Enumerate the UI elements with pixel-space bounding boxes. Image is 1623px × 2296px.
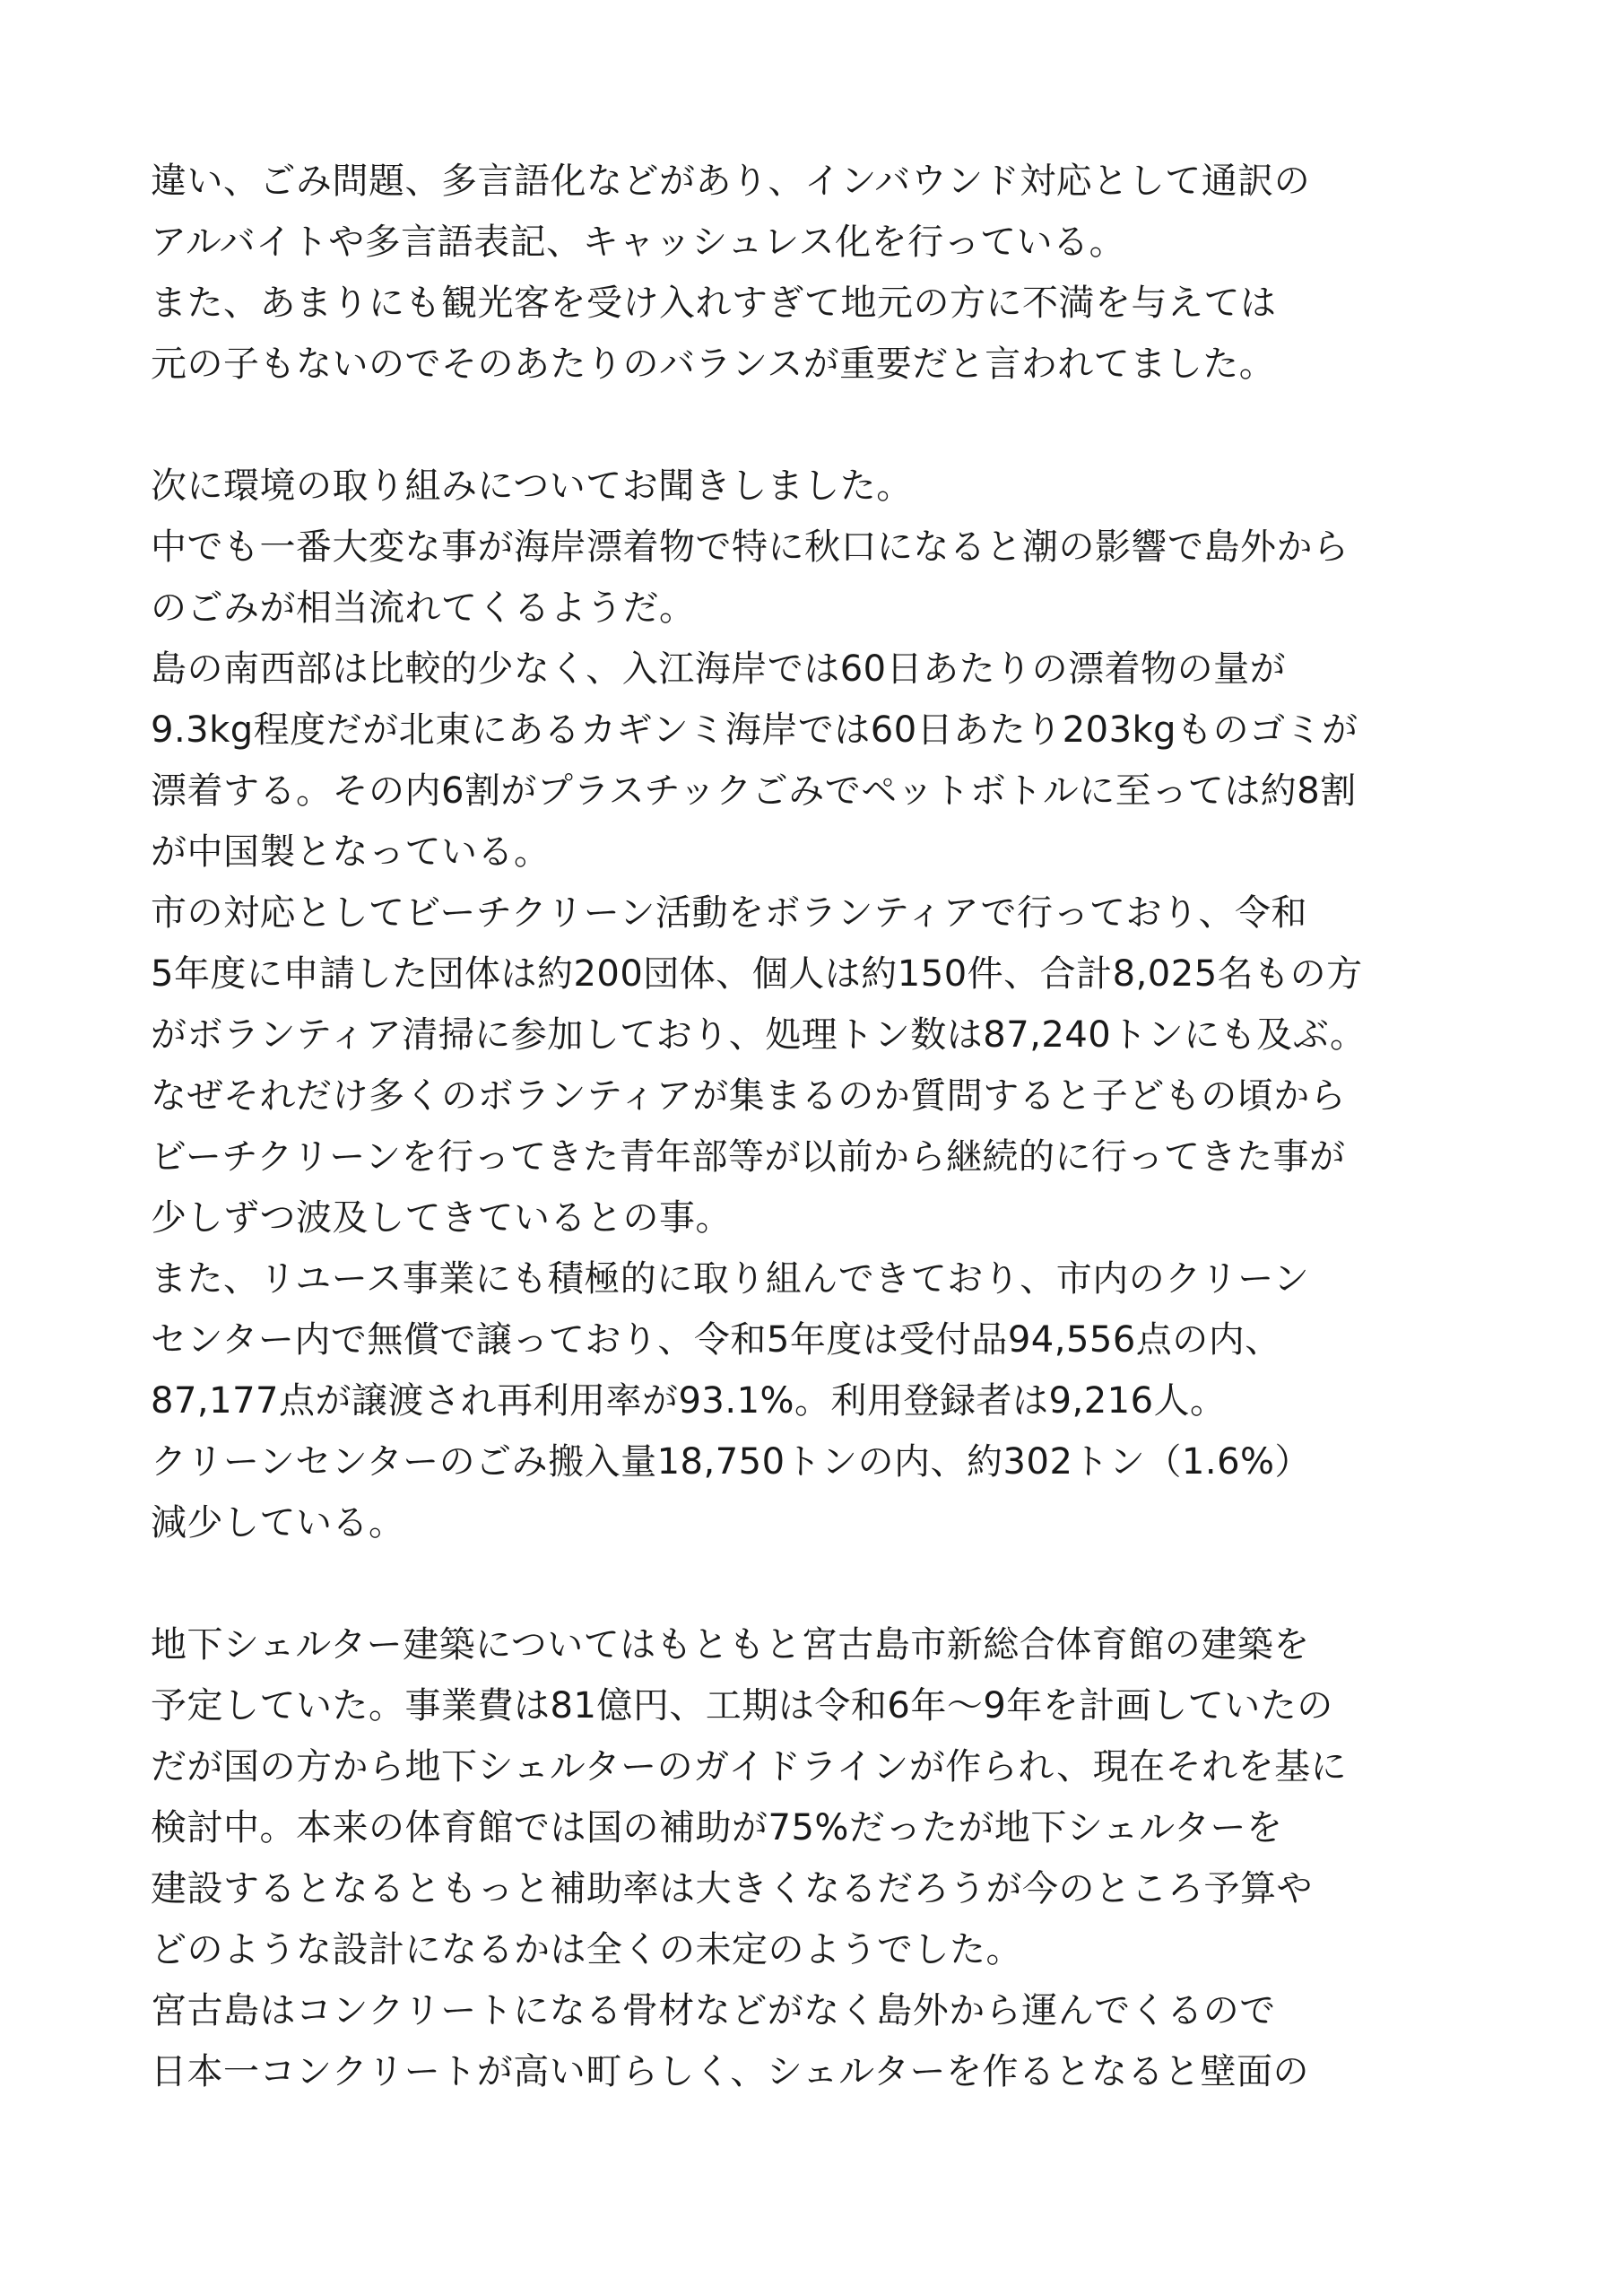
text-line: なぜそれだけ多くのボランティアが集まるのか質問すると子どもの頃から (151, 1075, 1347, 1117)
text-line: 違い、ごみ問題、多言語化などがあり、インバウンド対応として通訳の (151, 161, 1311, 202)
paragraph-break (151, 1553, 1496, 1614)
text-line: 地下シェルター建築についてはもともと宮古島市新総合体育館の建築を (151, 1624, 1310, 1665)
document-body (151, 151, 1496, 2102)
text-line: ビーチクリーンを行ってきた青年部等が以前から継続的に行ってきた事が (151, 1136, 1346, 1178)
text-line: どのような設計になるかは全くの未定のようでした。 (151, 1929, 1022, 1970)
text-line: 元の子もないのでそのあたりのバランスが重要だと言われてました。 (151, 344, 1276, 385)
text-line: 漂着する。その内6割がプラスチックごみでペットボトルに至っては約8割 (151, 770, 1357, 812)
text-line: 87,177点が譲渡され再利用率が93.1%。利用登録者は9,216人。 (151, 1380, 1227, 1422)
text-line: クリーンセンターのごみ搬入量18,750トンの内、約302トン（1.6%） (151, 1441, 1312, 1483)
text-line: だが国の方から地下シェルターのガイドラインが作られ、現在それを基に (151, 1746, 1348, 1787)
text-line: アルバイトや多言語表記、キャッシュレス化を行っている。 (151, 222, 1126, 263)
text-line: センター内で無償で譲っており、令和5年度は受付品94,556点の内、 (151, 1319, 1281, 1361)
text-line: 市の対応としてビーチクリーン活動をボランティアで行っており、令和 (151, 892, 1307, 934)
text-line: 9.3kg程度だが北東にあるカギンミ海岸では60日あたり203kgものゴミが (151, 709, 1358, 751)
text-line: 日本一コンクリートが高い町らしく、シェルターを作るとなると壁面の (151, 2051, 1309, 2092)
text-line: 予定していた。事業費は81億円、工期は令和6年～9年を計画していたの (151, 1685, 1333, 1726)
text-line: 5年度に申請した団体は約200団体、個人は約150件、合計8,025名もの方 (151, 953, 1363, 995)
text-line: また、リユース事業にも積極的に取り組んできており、市内のクリーン (151, 1258, 1310, 1300)
text-line: 減少している。 (151, 1502, 405, 1544)
text-line: が中国製となっている。 (151, 831, 551, 873)
text-line: のごみが相当流れてくるようだ。 (151, 587, 696, 629)
text-line: 検討中。本来の体育館では国の補助が75%だったが地下シェルターを (151, 1807, 1283, 1848)
paragraph-break (151, 395, 1496, 456)
text-line: がボランティア清掃に参加しており、処理トン数は87,240トンにも及ぶ。 (151, 1014, 1367, 1056)
text-line: 次に環境の取り組みについてお聞きしました。 (151, 465, 913, 507)
text-line: 中でも一番大変な事が海岸漂着物で特に秋口になると潮の影響で島外から (151, 526, 1350, 568)
text-line: 少しずつ波及してきているとの事。 (151, 1197, 732, 1239)
text-line: 島の南西部は比較的少なく、入江海岸では60日あたりの漂着物の量が (151, 648, 1287, 690)
text-line: 宮古島はコンクリートになる骨材などがなく島外から運んでくるので (151, 1990, 1276, 2031)
text-line: 建設するとなるともっと補助率は大きくなるだろうが今のところ予算や (151, 1868, 1313, 1909)
text-line: また、あまりにも観光客を受け入れすぎて地元の方に不満を与えては (151, 283, 1277, 324)
